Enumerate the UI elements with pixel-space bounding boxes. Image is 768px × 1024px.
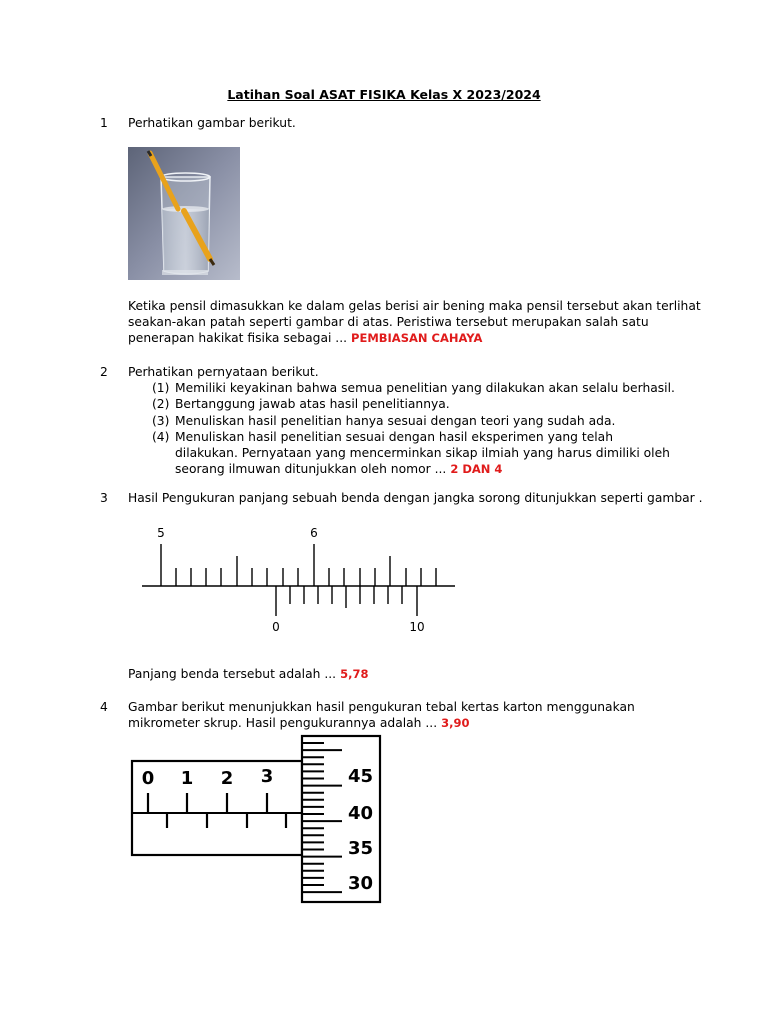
vernier-scale-label: 10 [409, 620, 425, 634]
q2-item-text: Menuliskan hasil penelitian sesuai dengan hasil eksperimen yang telah [175, 430, 614, 444]
q3-intro: Hasil Pengukuran panjang sebuah benda dengan jangka sorong ditunjukkan seperti gambar . [128, 491, 703, 505]
q1-text-line1: Ketika pensil dimasukkan ke dalam gelas berisi air bening maka pensil tersebut akan terlihat [128, 299, 701, 313]
thimble-label: 45 [348, 766, 374, 787]
question-number-4: 4 [100, 700, 108, 714]
q2-item-text: Menuliskan hasil penelitian hanya sesuai dengan teori yang sudah ada. [175, 414, 616, 428]
q2-item-number: (1) [152, 381, 170, 395]
vernier-caliper-diagram [135, 518, 465, 638]
q1-answer: PEMBIASAN CAHAYA [351, 331, 483, 345]
q2-cont-line1: dilakukan. Pernyataan yang mencerminkan sikap ilmiah yang harus dimiliki oleh [175, 446, 670, 460]
sleeve-label: 1 [180, 768, 194, 789]
q3-answer: 5,78 [340, 667, 369, 681]
q2-item-text: Memiliki keyakinan bahwa semua penelitian yang dilakukan akan selalu berhasil. [175, 381, 675, 395]
main-scale-label: 6 [310, 526, 318, 540]
q3-result: Panjang benda tersebut adalah ... 5,78 [128, 667, 369, 681]
q2-cont-line2: seorang ilmuwan ditunjukkan oleh nomor ... 2 DAN 4 [175, 462, 503, 476]
pencil-in-glass-image [128, 147, 240, 280]
q2-item-number: (2) [152, 397, 170, 411]
q2-item-text: Bertanggung jawab atas hasil penelitiannya. [175, 397, 450, 411]
q4-answer: 3,90 [441, 716, 470, 730]
thimble-label: 35 [348, 838, 374, 859]
q2-item-number: (4) [152, 430, 170, 444]
vernier-scale-label: 0 [272, 620, 280, 634]
thimble-label: 40 [348, 803, 374, 824]
question-number-1: 1 [100, 116, 108, 130]
q1-text-line2: seakan-akan patah seperti gambar di atas. Peristiwa tersebut merupakan salah satu [128, 315, 649, 329]
q4-text-line1: Gambar berikut menunjukkan hasil pengukuran tebal kertas karton menggunakan [128, 700, 635, 714]
question-number-2: 2 [100, 365, 108, 379]
q4-text-line2: mikrometer skrup. Hasil pengukurannya adalah ... 3,90 [128, 716, 470, 730]
main-scale-label: 5 [157, 526, 165, 540]
thimble-label: 30 [348, 873, 374, 894]
q1-intro: Perhatikan gambar berikut. [128, 116, 296, 130]
q2-answer: 2 DAN 4 [450, 462, 503, 476]
sleeve-label: 2 [220, 768, 234, 789]
sleeve-label: 0 [141, 768, 155, 789]
q2-item-number: (3) [152, 414, 170, 428]
q1-text-line3: penerapan hakikat fisika sebagai ... PEMBIASAN CAHAYA [128, 331, 483, 345]
sleeve-label: 3 [260, 766, 274, 787]
question-number-3: 3 [100, 491, 108, 505]
document-title: Latihan Soal ASAT FISIKA Kelas X 2023/2024 [227, 87, 541, 102]
micrometer-screw-diagram [128, 733, 388, 905]
q2-intro: Perhatikan pernyataan berikut. [128, 365, 319, 379]
